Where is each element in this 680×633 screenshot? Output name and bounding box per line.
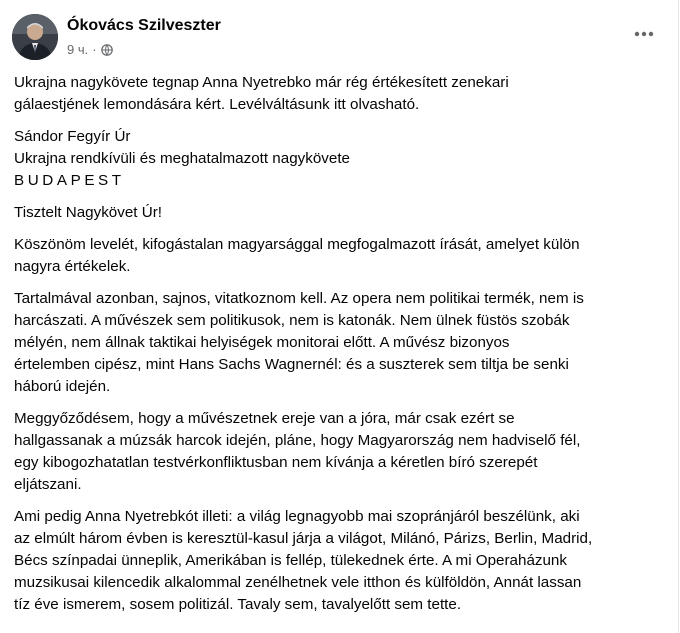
text-line: Meggyőződésem, hogy a művészetnek ereje van a jóra, már csak ezért se [14, 410, 515, 427]
text-line: Tartalmával azonban, sajnos, vitatkoznom kell. Az opera nem politikai termék, nem is [14, 290, 584, 307]
text-line: eljátszani. [14, 476, 82, 493]
text-line: mélyén, nem állnak taktikai helyiségek monitorai előtt. A művész bizonyos [14, 334, 510, 351]
post-header [12, 14, 666, 62]
paragraph [14, 288, 668, 398]
text-line: hallgassanak a múzsák harcok idején, pláne, hogy Magyarország nem hadviselő fél, [14, 432, 581, 449]
address-block [14, 126, 668, 192]
text-line: harcászati. A művészek sem politikusok, nem is katonák. Nem ülnek füstös szobák [14, 312, 570, 329]
text-line: Ami pedig Anna Nyetrebkót illeti: a világ legnagyobb mai szopránjáról beszélünk, aki [14, 508, 580, 525]
recipient-title: Ukrajna rendkívüli és meghatalmazott nagykövete [14, 150, 350, 167]
paragraph [14, 234, 668, 278]
text-line: Bécs színpadai ünneplik, Amerikában is fellép, tülekednek érte. A mi Operaházunk [14, 552, 567, 569]
recipient-name: Sándor Fegyír Úr [14, 128, 131, 145]
text-line: muzsikusai kilencedik alkalommal zenélhetnek vele itthon és külföldön, Annát lassan [14, 574, 582, 591]
author-name[interactable]: Ókovács Szilveszter [67, 17, 221, 34]
paragraph [14, 506, 668, 616]
text-line: háború idején. [14, 378, 111, 395]
paragraph [14, 408, 668, 496]
post-text [14, 72, 668, 626]
text-line: nagyra értékelek. [14, 258, 131, 275]
paragraph [14, 72, 668, 116]
meta-separator: · [92, 42, 97, 57]
globe-icon[interactable] [101, 44, 113, 56]
text-line: az elmúlt három évben is keresztül-kasul járja a világot, Milánó, Párizs, Berlin, Madrid, [14, 530, 593, 547]
post-timestamp[interactable]: 9 ч. [67, 42, 89, 57]
text-line: Köszönöm levelét, kifogástalan magyarsággal megfogalmazott írását, amelyet külön [14, 236, 580, 253]
more-dots-icon[interactable] [628, 22, 660, 46]
text-line: tíz éve ismerem, sosem politizál. Tavaly sem, tavalyelőtt sem tette. [14, 596, 462, 613]
text-line: Ukrajna nagykövete tegnap Anna Nyetrebko már rég értékesített zenekari [14, 74, 509, 91]
text-line: értelemben cipész, mint Hans Sachs Wagnernél: és a suszterek sem tiltja be senki [14, 356, 569, 373]
text-line: gálaestjének lemondására kért. Levélváltásunk itt olvasható. [14, 96, 420, 113]
author-avatar[interactable] [12, 14, 58, 60]
text-line: egy kibogozhatatlan testvérkonfliktusban nem kívánja a kéretlen bíró szerepét [14, 454, 538, 471]
text-line: Tisztelt Nagykövet Úr! [14, 204, 162, 221]
avatar-portrait-icon [12, 14, 58, 60]
salutation [14, 202, 668, 224]
post-meta [67, 42, 113, 57]
recipient-city: BUDAPEST [14, 172, 125, 189]
